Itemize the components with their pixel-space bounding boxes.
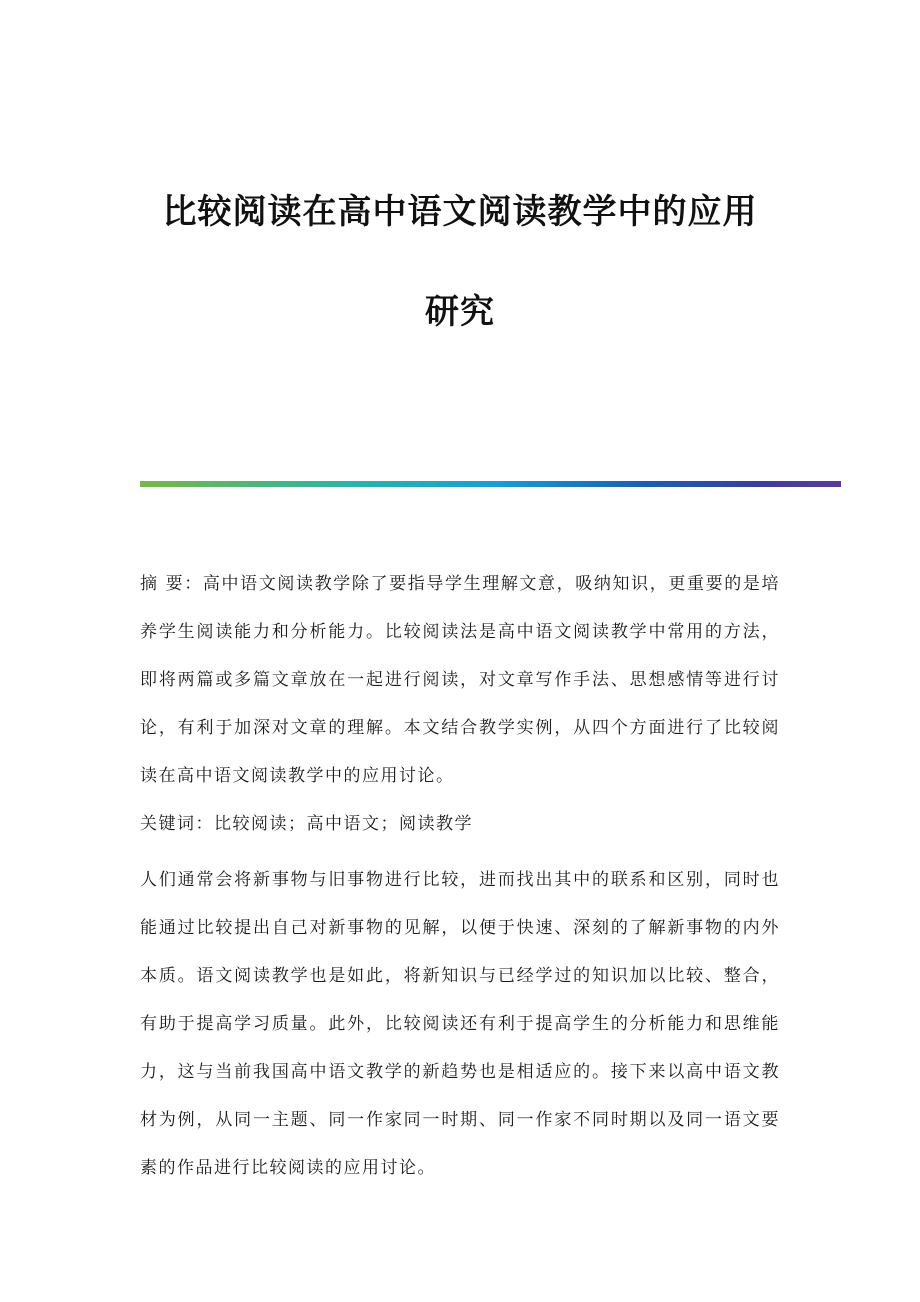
keywords-label: 关键词： bbox=[140, 814, 214, 834]
document-body bbox=[140, 560, 780, 1192]
keywords-paragraph bbox=[140, 800, 780, 848]
gradient-divider bbox=[140, 481, 841, 487]
intro-paragraph: 人们通常会将新事物与旧事物进行比较，进而找出其中的联系和区别，同时也能通过比较提出自己对新事物的见解，以便于快速、深刻的了解新事物的内外本质。语文阅读教学也是如此，将新知识与已经学过的知识加以比较、整合，有助于提高学习质量。此外，比较阅读还有利于提高学生的分析能力和思维能力，这与当前我国高中语文教学的新趋势也是相适应的。接下来以高中语文教材为例，从同一主题、同一作家同一时期、同一作家不同时期以及同一语文要素的作品进行比较阅读的应用讨论。 bbox=[140, 870, 780, 1178]
abstract-text: 高中语文阅读教学除了要指导学生理解文意，吸纳知识，更重要的是培养学生阅读能力和分析能力。比较阅读法是高中语文阅读教学中常用的方法，即将两篇或多篇文章放在一起进行阅读，对文章写作手法、思想感情等进行讨论，有利于加深对文章的理解。本文结合教学实例，从四个方面进行了比较阅读在高中语文阅读教学中的应用讨论。 bbox=[140, 574, 781, 786]
page-title-line-1: 比较阅读在高中语文阅读教学中的应用 bbox=[162, 192, 758, 232]
abstract-label: 摘 要： bbox=[140, 574, 203, 594]
title-block bbox=[100, 188, 820, 336]
page-title-line-2: 研究 bbox=[425, 292, 495, 332]
abstract-paragraph bbox=[140, 560, 780, 800]
keywords-text: 比较阅读；高中语文；阅读教学 bbox=[214, 814, 473, 834]
